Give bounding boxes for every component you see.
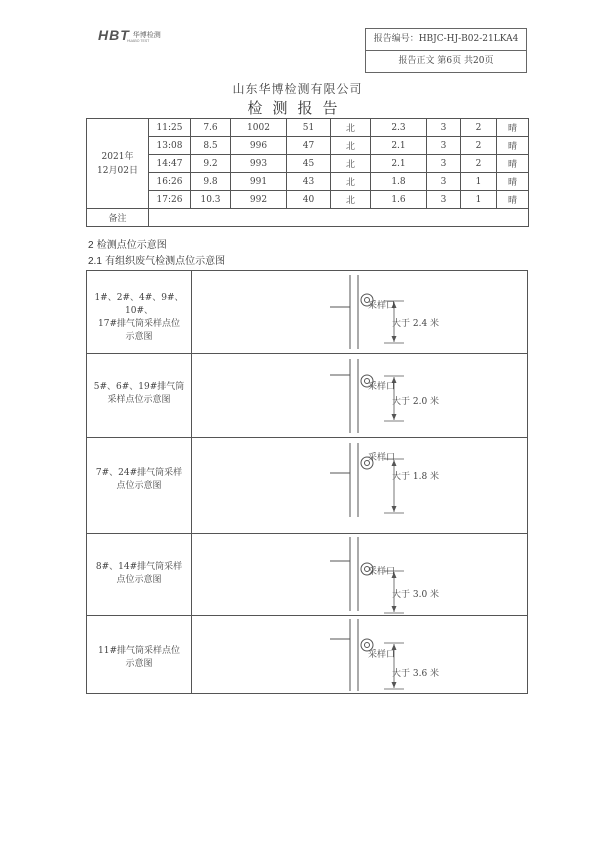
port-label: 采样口 [368,567,396,577]
table-row: 14:47 9.2 993 45 北 2.1 3 2 晴 [87,155,529,173]
stack-diagram [192,615,526,697]
table-row: 2021年 12月02日 11:25 7.6 1002 51 北 2.3 3 2 晴 [87,119,529,137]
report-number: 报告编号：HBJC-HJ-B02-21LKA4 [373,34,519,44]
row-divider [87,353,527,354]
stack-schematic [192,355,526,437]
port-label: 采样口 [368,301,396,311]
diagram-label: 8#、14#排气筒采样 点位示意图 [95,562,183,585]
table-row: 16:26 9.8 991 43 北 1.8 3 1 晴 [87,173,529,191]
company-name: 山东华博检测有限公司 [232,82,363,96]
port-label: 采样口 [368,650,396,660]
section-heading-2: 2 检测点位示意图 [88,240,167,251]
sampling-diagram-table [86,270,528,694]
remark-row [87,209,529,227]
report-title: 检测报告 [247,99,348,117]
row-divider [87,437,527,438]
date-cell: 2021年 12月02日 [87,119,149,209]
stack-schematic [192,271,526,353]
diagram-label: 1#、2#、4#、9#、10#、 17#排气筒采样点位 示意图 [94,293,184,342]
stack-diagram [192,355,526,437]
height-label: 大于 3.6 米 [392,669,440,679]
remark-value [149,209,529,227]
stack-diagram [192,533,526,615]
port-label: 采样口 [368,382,396,392]
table-row: 13:08 8.5 996 47 北 2.1 3 2 晴 [87,137,529,155]
company-logo [98,27,161,45]
diagram-label: 11#排气筒采样点位 示意图 [98,646,180,669]
stack-schematic [192,615,526,693]
stack-diagram [192,439,526,521]
table-row: 17:26 10.3 992 40 北 1.6 3 1 晴 [87,191,529,209]
diagram-label: 5#、6#、19#排气筒 采样点位示意图 [93,382,185,405]
page-info: 报告正文 第6页 共20页 [366,50,526,72]
logo-cn: 华博检测 [132,32,161,39]
height-label: 大于 1.8 米 [392,472,440,482]
logo-en: HUABO TEST [127,39,150,43]
logo-mark: HBT [98,27,130,43]
section-heading-2-1: 2.1 有组织废气检测点位示意图 [88,256,226,267]
remark-label: 备注 [87,209,149,227]
port-label: 采样口 [368,453,396,463]
height-label: 大于 2.0 米 [392,397,440,407]
height-label: 大于 3.0 米 [392,590,440,600]
diagram-label: 7#、24#排气筒采样 点位示意图 [95,468,183,491]
stack-schematic [192,533,526,615]
stack-schematic [192,439,526,521]
height-label: 大于 2.4 米 [392,319,440,329]
weather-table [86,118,529,227]
report-number-box [365,28,527,73]
stack-diagram [192,271,526,353]
